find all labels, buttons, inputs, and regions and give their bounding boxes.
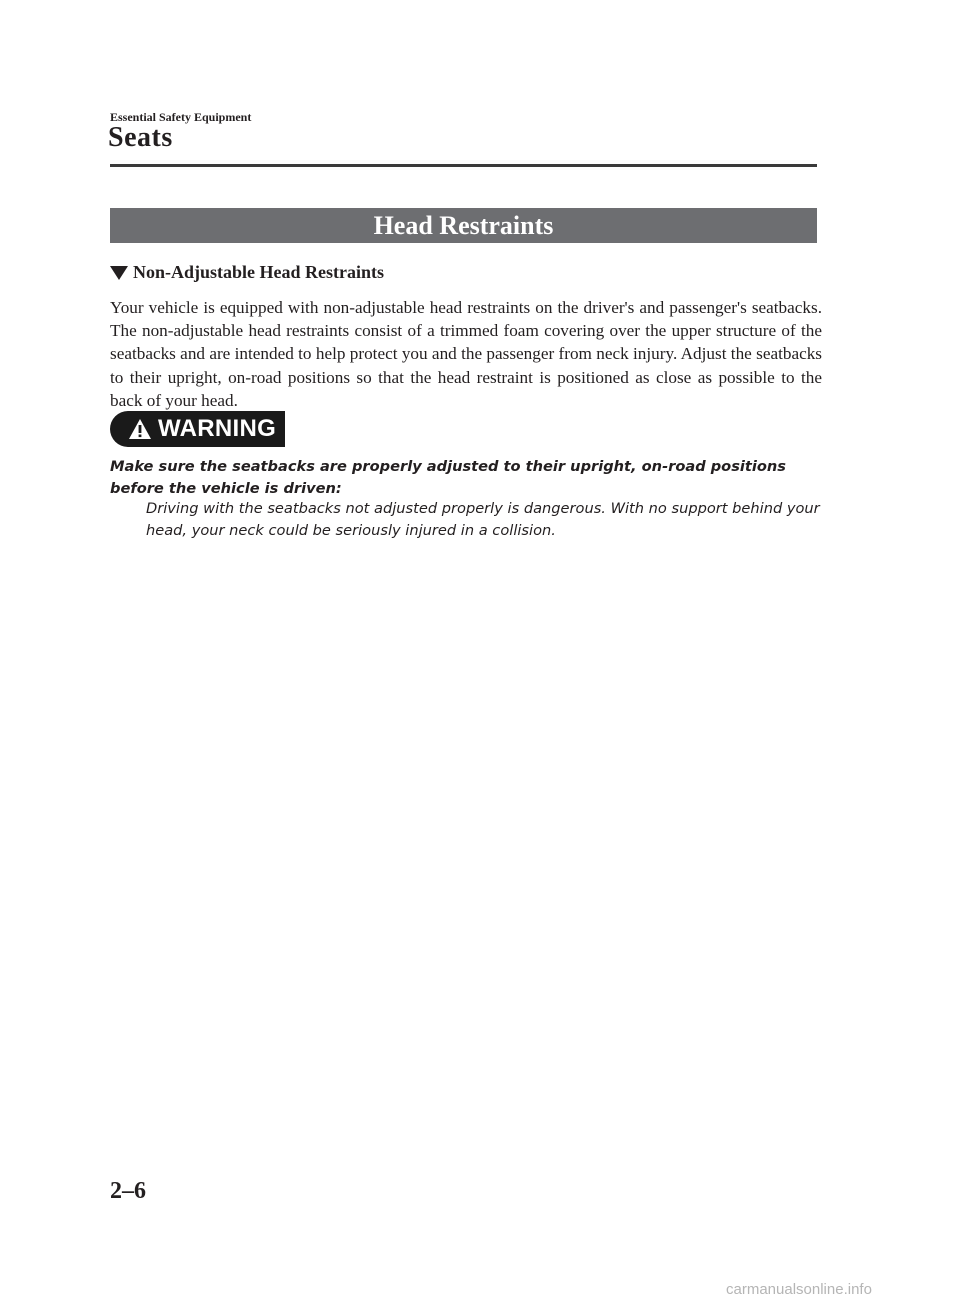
- warning-detail: Driving with the seatbacks not adjusted properly is dangerous. With no support behind your head, your neck could be seriously injured in a collision.: [146, 500, 820, 539]
- subheading: [110, 262, 384, 283]
- watermark: carmanualsonline.info: [726, 1281, 872, 1298]
- header-divider: [110, 164, 817, 167]
- body-paragraph: Your vehicle is equipped with non-adjustable head restraints on the driver's and passenger's seatbacks. The non-adjustable head restraints consist of a trimmed foam covering over the upper structure of the seatbacks and are intended to help protect you and the passenger from neck injury. Adjust the seatbacks to their upright, on-road positions so that the head restraint is positioned as close as possible to the back of your head.: [110, 298, 822, 410]
- warning-badge: [110, 411, 285, 447]
- section-banner: Head Restraints: [110, 208, 817, 243]
- warning-label: WARNING: [158, 415, 277, 442]
- warning-headline: Make sure the seatbacks are properly adjusted to their upright, on-road positions before the vehicle is driven:: [110, 458, 786, 497]
- chapter-title: Seats: [108, 122, 173, 153]
- warning-triangle-icon: [128, 418, 152, 440]
- triangle-bullet-icon: [110, 266, 128, 280]
- subheading-text: Non-Adjustable Head Restraints: [133, 262, 385, 282]
- page-number: 2–6: [110, 1178, 146, 1204]
- section-label: Essential Safety Equipment: [110, 110, 252, 124]
